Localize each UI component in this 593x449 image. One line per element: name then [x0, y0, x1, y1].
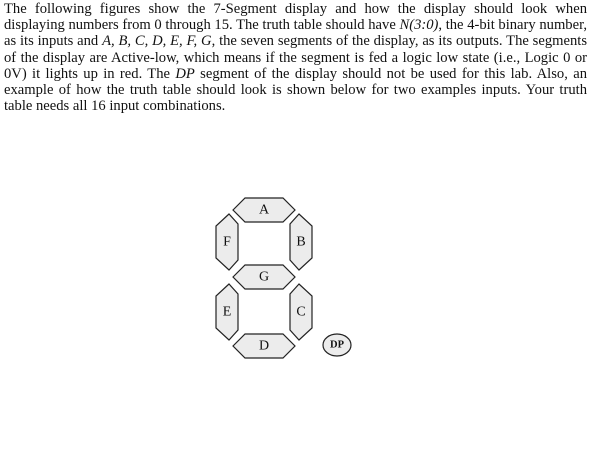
- segment-variables: A, B, C, D, E, F, G: [102, 33, 212, 50]
- segment-a-label: A: [258, 202, 270, 218]
- dp-variable: DP: [175, 65, 195, 82]
- segment-f-label: F: [223, 234, 231, 250]
- segment-g-label: G: [258, 269, 270, 285]
- segment-e-label: E: [222, 304, 232, 320]
- instructions-text-4: segment of the display should not be used for this lab. Also, an example of how the truth table should look is shown below for two examples inputs. Your truth table needs all 16 input combinations.: [4, 65, 587, 115]
- instructions-paragraph: [4, 1, 587, 114]
- segment-dp-label: DP: [330, 339, 344, 351]
- seven-segment-diagram: [200, 188, 370, 368]
- instructions-text-2: , the 4-bit binary number, as its inputs and: [4, 17, 588, 50]
- segment-d-label: D: [258, 338, 270, 354]
- instructions-text-1: The following figures show the 7-Segment display and how the display should look when displaying numbers from 0 through 15. The truth table should have: [4, 1, 587, 34]
- segment-c-label: C: [296, 304, 306, 320]
- input-variable: N(3:0): [399, 17, 439, 34]
- instructions-text-3: , the seven segments of the display, as its outputs. The segments of the display are Active-low, which means if the segment is fed a logic low state (i.e., Logic 0 or 0V) it lights up in red. The: [4, 33, 587, 82]
- segment-b-label: B: [296, 234, 306, 250]
- seven-segment-figure: [200, 188, 370, 368]
